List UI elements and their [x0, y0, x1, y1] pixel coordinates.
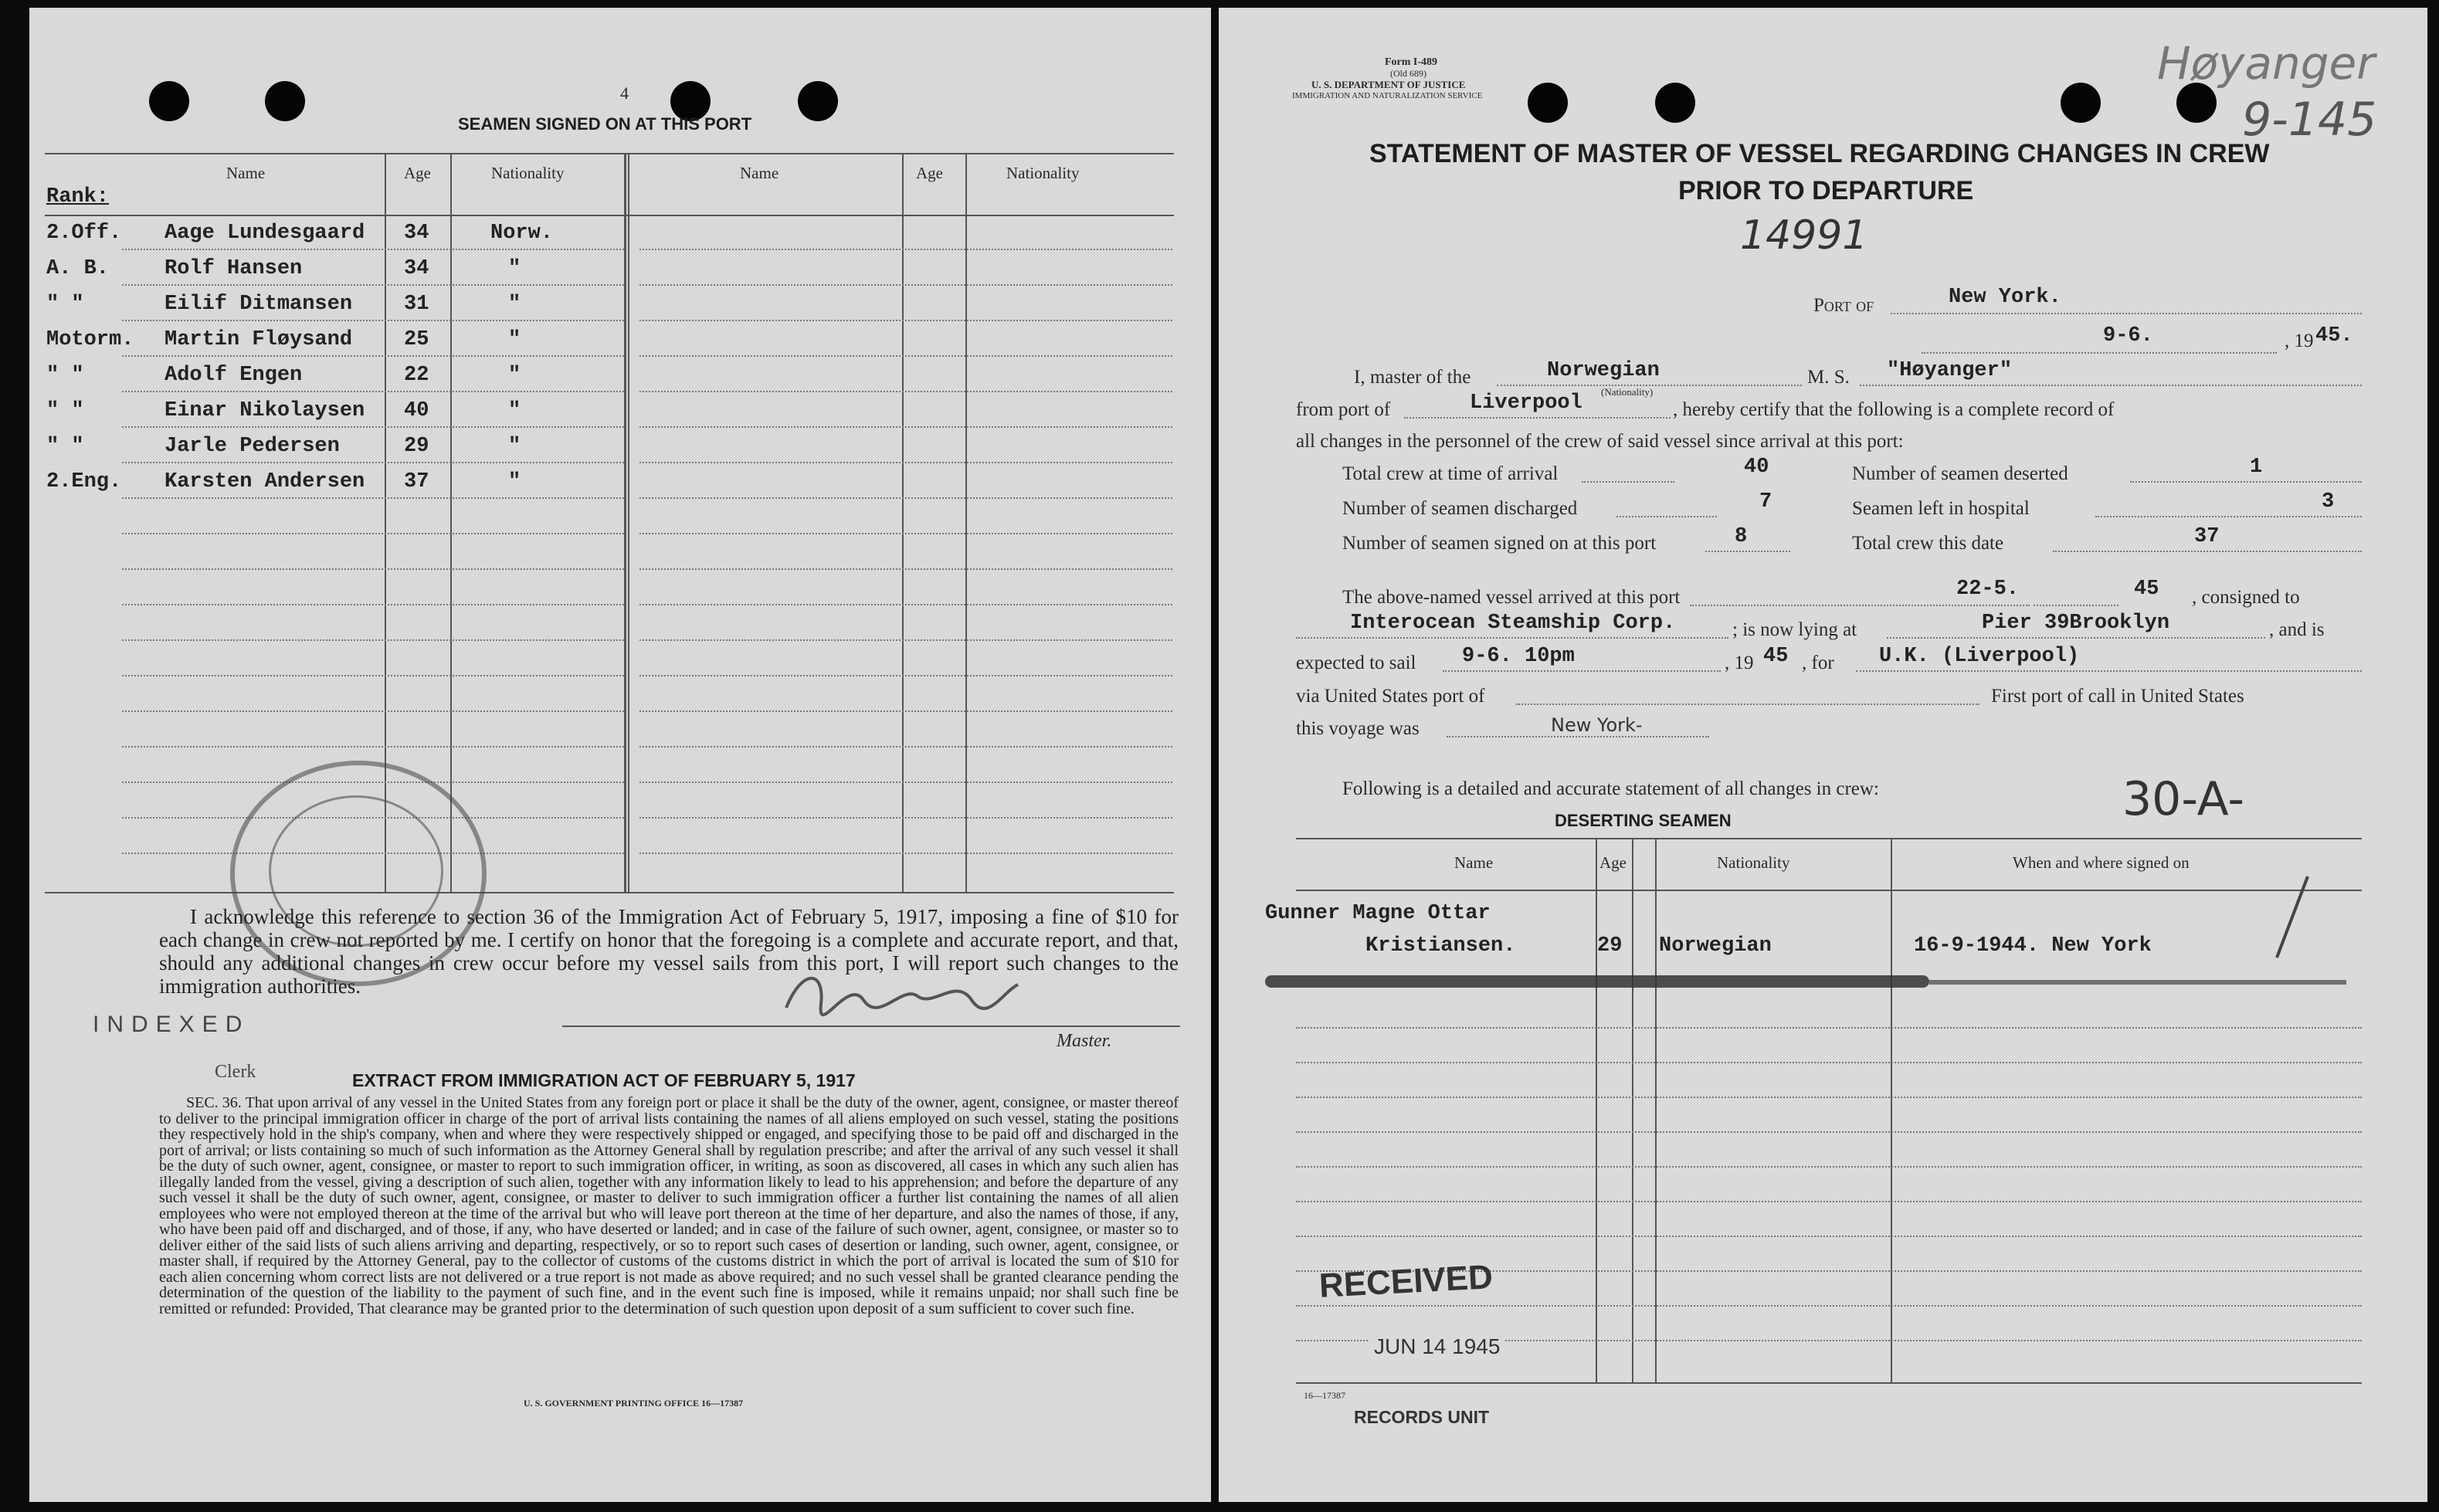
date-value: 9-6. [2103, 324, 2153, 347]
desert-col-age: Age [1599, 853, 1627, 872]
check-mark [2254, 873, 2315, 965]
desert-col-nationality: Nationality [1717, 853, 1790, 872]
lying-label: ; is now lying at [1732, 619, 1857, 640]
desert-row-name-2: Kristiansen. [1365, 934, 1516, 958]
col-name-2: Name [740, 164, 779, 182]
row-rank: A. B. [46, 257, 110, 280]
sail-time-value: 9-6. 10pm [1462, 645, 1575, 668]
desert-row-signed-on: 16-9-1944. New York [1914, 934, 2152, 958]
from-port-value: Liverpool [1470, 392, 1582, 415]
statement-number: 14991 [1740, 212, 1868, 259]
following-label: Following is a detailed and accurate statement of all changes in crew: [1342, 778, 1879, 799]
row-nationality: " [508, 293, 521, 316]
total-crew-date-label: Total crew this date [1852, 533, 2004, 554]
col-nationality: Nationality [491, 164, 565, 182]
punch-hole [149, 81, 189, 121]
hospital-value: 3 [2322, 490, 2335, 514]
signed-on-label: Number of seamen signed on at this port [1342, 533, 1657, 554]
hospital-label: Seamen left in hospital [1852, 498, 2030, 519]
total-crew-arrival-label: Total crew at time of arrival [1342, 463, 1559, 484]
handwritten-code: 9-145 [2242, 93, 2377, 147]
punch-hole [265, 81, 305, 121]
row-age: 22 [404, 364, 429, 387]
desert-row-nationality: Norwegian [1659, 934, 1772, 958]
row-rank: 2.Eng. [46, 470, 122, 493]
dept-line2: IMMIGRATION AND NATURALIZATION SERVICE [1292, 91, 1483, 100]
struck-out-row [1265, 975, 1929, 988]
extract-text: SEC. 36. That upon arrival of any vessel in the United States from any foreign port or place it shall be the duty of the owner, agent, consignee, or master thereof to deliver to the principal immigration officer in charge of the port of arrival lists containing the names of all aliens employed on such vessel, stating the positions they respectively hold in the ship's company, when and where they were respectively shipped or engaged, and specifying those to be paid off and discharged in the port of arrival; or lists containing so much of such information as the Attorney General shall by regulation prescribe; and after the arrival of any such vessel it shall be the duty of such owner, agent, consignee, or master to report to such immigration officer, in writing, as soon as discovered, all cases in which any such alien has illegally landed from the vessel, giving a description of such alien, together with any information likely to lead to his apprehension; and before the departure of any such vessel it shall be the duty of such owner, agent, consignee, or master to deliver to such immigration officer a further list containing the names of all alien employees who were not employed thereon at the time of the arrival but who will leave port thereon at the time of her departure, and also the names of those, if any, who have been paid off and discharged, and of those, if any, who have deserted or landed; and in case of the failure of such owner, agent, consignee, or master so to deliver either of the said lists of such aliens arriving and departing, respectively, or so to report such cases of desertion or landing, such owner, agent, consignee, or master shall, if required by the Attorney General, pay to the collector of customs of the customs district in which the port of arrival is located the sum of $10 for each alien concerning whom correct lists are not delivered or a true report is not made as above required; and no such vessel shall be granted clearance pending the determination of the question of the liability to the payment of such fine, and in the event such fine is imposed, while it remains unpaid; nor shall such fine be remitted or refunded: Provided, That clearance may be granted prior to the determination of such question upon deposit of a sum sufficient to cover such fine. [159, 1094, 1179, 1317]
total-crew-arrival-value: 40 [1744, 456, 1769, 479]
deserting-title: DESERTING SEAMEN [1555, 811, 1732, 830]
port-of-value: New York. [1949, 286, 2061, 309]
from-port-label: from port of [1296, 399, 1391, 420]
received-date: JUN 14 1945 [1369, 1334, 1504, 1359]
master-signature [779, 961, 1026, 1023]
row-rank: " " [46, 293, 84, 316]
row-nationality: " [508, 257, 521, 280]
consigned-label: , consigned to [2192, 587, 2300, 608]
row-age: 40 [404, 399, 429, 422]
seamen-signed-title: SEAMEN SIGNED ON AT THIS PORT [458, 114, 752, 134]
row-age: 25 [404, 328, 429, 351]
punch-hole [2061, 83, 2101, 123]
row-name: Aage Lundesgaard [165, 222, 365, 245]
nationality-caption: (Nationality) [1601, 386, 1654, 398]
received-stamp: RECEIVED [1318, 1258, 1494, 1305]
sail-year-value: 45 [1763, 645, 1789, 668]
row-name: Adolf Engen [165, 364, 303, 387]
nationality-value: Norwegian [1547, 359, 1660, 382]
consignee-value: Interocean Steamship Corp. [1350, 612, 1676, 635]
row-nationality: " [508, 435, 521, 458]
punch-hole [1655, 83, 1695, 123]
arrived-label: The above-named vessel arrived at this port [1342, 587, 1681, 608]
arrived-date: 22-5. [1956, 578, 2020, 601]
discharged-label: Number of seamen discharged [1342, 498, 1578, 519]
row-rank: 2.Off. [46, 222, 122, 245]
lying-at-value: Pier 39Brooklyn [1982, 612, 2170, 635]
row-age: 34 [404, 257, 429, 280]
row-nationality: Norw. [490, 222, 554, 245]
left-page [29, 8, 1211, 1502]
master-of-label: I, master of the [1354, 367, 1471, 388]
handwritten-section: 30-A- [2122, 772, 2245, 826]
total-crew-date-value: 37 [2194, 525, 2220, 548]
voyage-label: this voyage was [1296, 718, 1420, 739]
certify-text-2: all changes in the personnel of the crew of said vessel since arrival at this port: [1296, 431, 1904, 452]
rank-label: Rank: [46, 185, 110, 208]
clerk-label: Clerk [215, 1062, 256, 1082]
first-port-value: New York- [1551, 714, 1643, 736]
expected-label: expected to sail [1296, 653, 1416, 673]
row-rank: " " [46, 435, 84, 458]
row-age: 31 [404, 293, 429, 316]
row-name: Jarle Pedersen [165, 435, 340, 458]
discharged-value: 7 [1759, 490, 1772, 514]
row-age: 29 [404, 435, 429, 458]
signed-on-value: 8 [1735, 525, 1748, 548]
master-label: Master. [1057, 1031, 1112, 1051]
desert-col-signed-on: When and where signed on [2013, 853, 2190, 872]
title-line1: STATEMENT OF MASTER OF VESSEL REGARDING CHANGES IN CREW [1369, 139, 2270, 168]
row-age: 34 [404, 222, 429, 245]
deserted-value: 1 [2250, 456, 2263, 479]
and-is-label: , and is [2269, 619, 2325, 640]
form-old: (Old 689) [1390, 68, 1426, 79]
page-number: 4 [620, 83, 629, 103]
for-label: , for [1802, 653, 1834, 673]
struck-out-row-tail [1929, 980, 2346, 985]
desert-row-age: 29 [1597, 934, 1623, 958]
acknowledgement-text: I acknowledge this reference to section 36 of the Immigration Act of February 5, 1917, imposing a fine of $10 for each change in crew not reported by me. I certify on honor that the foregoing is a complete and accurate report, and that, should any additional changes in crew occur before my vessel sails from this port, I will report such changes to the immigration authorities. [159, 905, 1179, 998]
row-name: Martin Fløysand [165, 328, 353, 351]
year-prefix: , 19 [2285, 331, 2314, 351]
col-age-2: Age [916, 164, 943, 182]
indexed-stamp: INDEXED [93, 1012, 250, 1037]
footer-number: 16—17387 [1304, 1390, 1345, 1401]
col-nationality-2: Nationality [1006, 164, 1080, 182]
right-page [1219, 8, 2427, 1502]
title-line2: PRIOR TO DEPARTURE [1678, 176, 1974, 205]
handwritten-vessel: Høyanger [2157, 37, 2376, 90]
records-unit: RECORDS UNIT [1354, 1407, 1490, 1427]
row-name: Eilif Ditmansen [165, 293, 353, 316]
row-rank: " " [46, 399, 84, 422]
destination-value: U.K. (Liverpool) [1879, 645, 2080, 668]
year-value: 45. [2315, 324, 2353, 347]
row-rank: Motorm. [46, 328, 134, 351]
sail-year-prefix: , 19 [1725, 653, 1754, 673]
via-label: via United States port of [1296, 686, 1485, 707]
row-name: Einar Nikolaysen [165, 399, 365, 422]
vessel-name: "Høyanger" [1887, 359, 2013, 382]
row-age: 37 [404, 470, 429, 493]
desert-row-name-1: Gunner Magne Ottar [1265, 902, 1491, 925]
row-nationality: " [508, 364, 521, 387]
certify-text: , hereby certify that the following is a complete record of [1673, 399, 2115, 420]
punch-hole [798, 81, 838, 121]
row-rank: " " [46, 364, 84, 387]
dept-line1: U. S. DEPARTMENT OF JUSTICE [1311, 79, 1466, 90]
ss-label: M. S. [1807, 367, 1850, 388]
deserted-label: Number of seamen deserted [1852, 463, 2068, 484]
row-nationality: " [508, 399, 521, 422]
form-number: Form I-489 [1385, 56, 1438, 68]
row-name: Karsten Andersen [165, 470, 365, 493]
row-nationality: " [508, 470, 521, 493]
col-name: Name [226, 164, 266, 182]
col-age: Age [404, 164, 431, 182]
extract-title: EXTRACT FROM IMMIGRATION ACT OF FEBRUARY 5, 1917 [352, 1070, 856, 1090]
row-name: Rolf Hansen [165, 257, 303, 280]
port-of-label: Port of [1813, 295, 1874, 316]
first-port-label: First port of call in United States [1991, 686, 2244, 707]
printing-office-footer: U. S. GOVERNMENT PRINTING OFFICE 16—17387 [524, 1398, 744, 1409]
arrived-year: 45 [2134, 578, 2159, 601]
punch-hole [1528, 83, 1568, 123]
row-nationality: " [508, 328, 521, 351]
desert-col-name: Name [1454, 853, 1494, 872]
